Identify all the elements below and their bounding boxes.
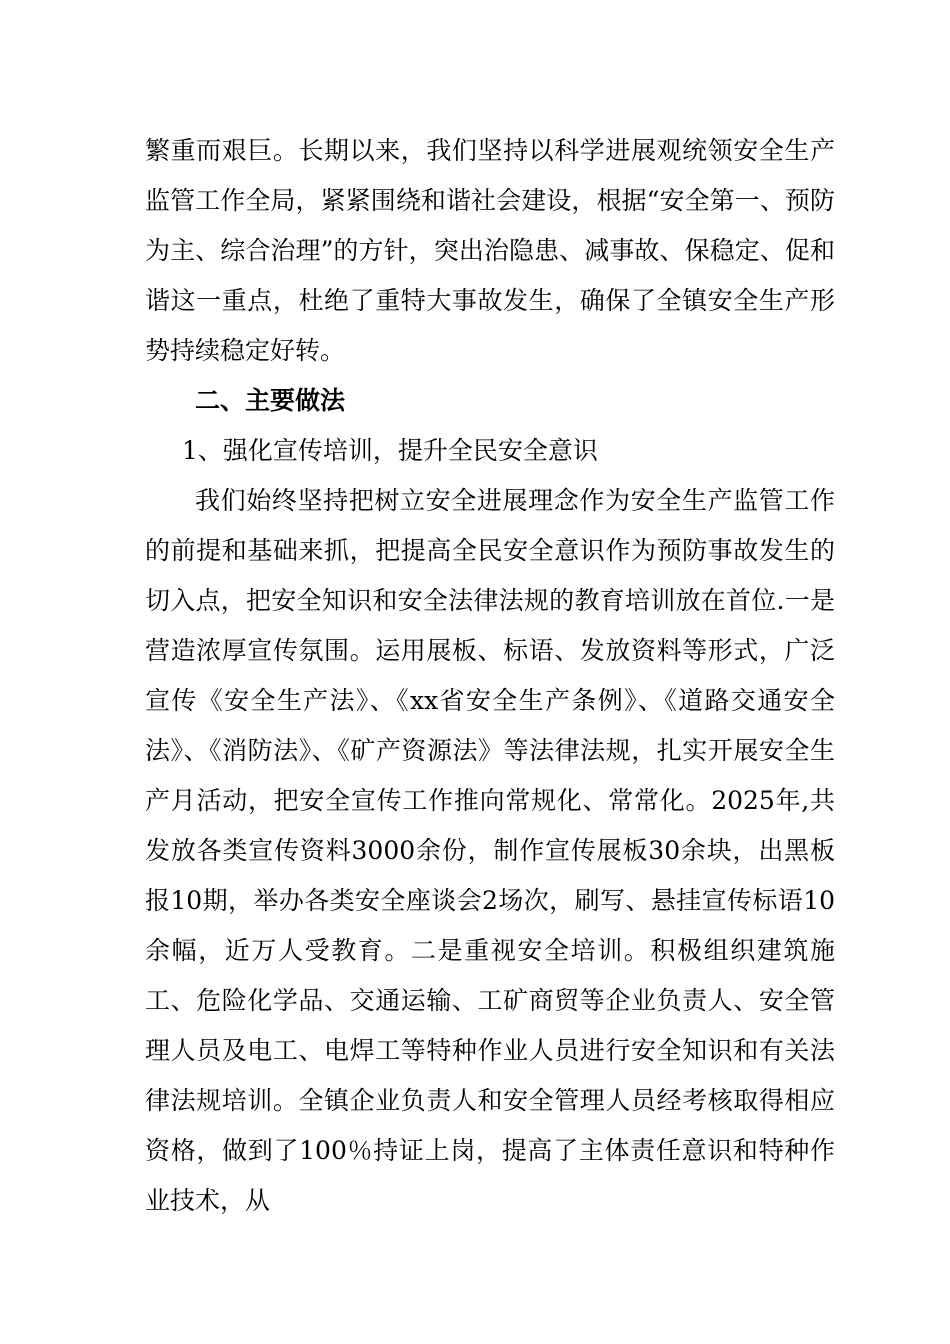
paragraph-body: 我们始终坚持把树立安全进展理念作为安全生产监管工作的前提和基础来抓，把提高全民安全意识作为预防事故发生的切入点，把安全知识和安全法律法规的教育培训放在首位.一是营造浓厚宣传氛围。运用展板、标语、发放资料等形式，广泛宣传《安全生产法》、《xx省安全生产条例》、《道路交通安全法》、《消防法》、《矿产资源法》等法律法规，扎实开展安全生产月活动，把安全宣传工作推向常规化、常常化。2025年,共发放各类宣传资料3000余份，制作宣传展板30余块，出黑板报10期，举办各类安全座谈会2场次，刷写、悬挂宣传标语10余幅，近万人受教育。二是重视安全培训。积极组织建筑施工、危险化学品、交通运输、工矿商贸等企业负责人、安全管理人员及电工、电焊工等特种作业人员进行安全知识和有关法律法规培训。全镇企业负责人和安全管理人员经考核取得相应资格，做到了100％持证上岗，提高了主体责任意识和特种作业技术，从 xyxy=(145,486,835,1215)
paragraph-intro: 繁重而艰巨。长期以来，我们坚持以科学进展观统领安全生产监管工作全局，紧紧围绕和谐社会建设，根据“安全第一、预防为主、综合治理”的方针，突出治隐患、减事故、保稳定、促和谐这一重点，杜绝了重特大事故发生，确保了全镇安全生产形势持续稳定好转。 xyxy=(145,136,835,365)
section-heading: 二、主要做法 xyxy=(195,386,346,415)
document-body xyxy=(145,126,835,1226)
subsection-heading: 1、强化宣传培训，提升全民安全意识 xyxy=(182,436,598,465)
